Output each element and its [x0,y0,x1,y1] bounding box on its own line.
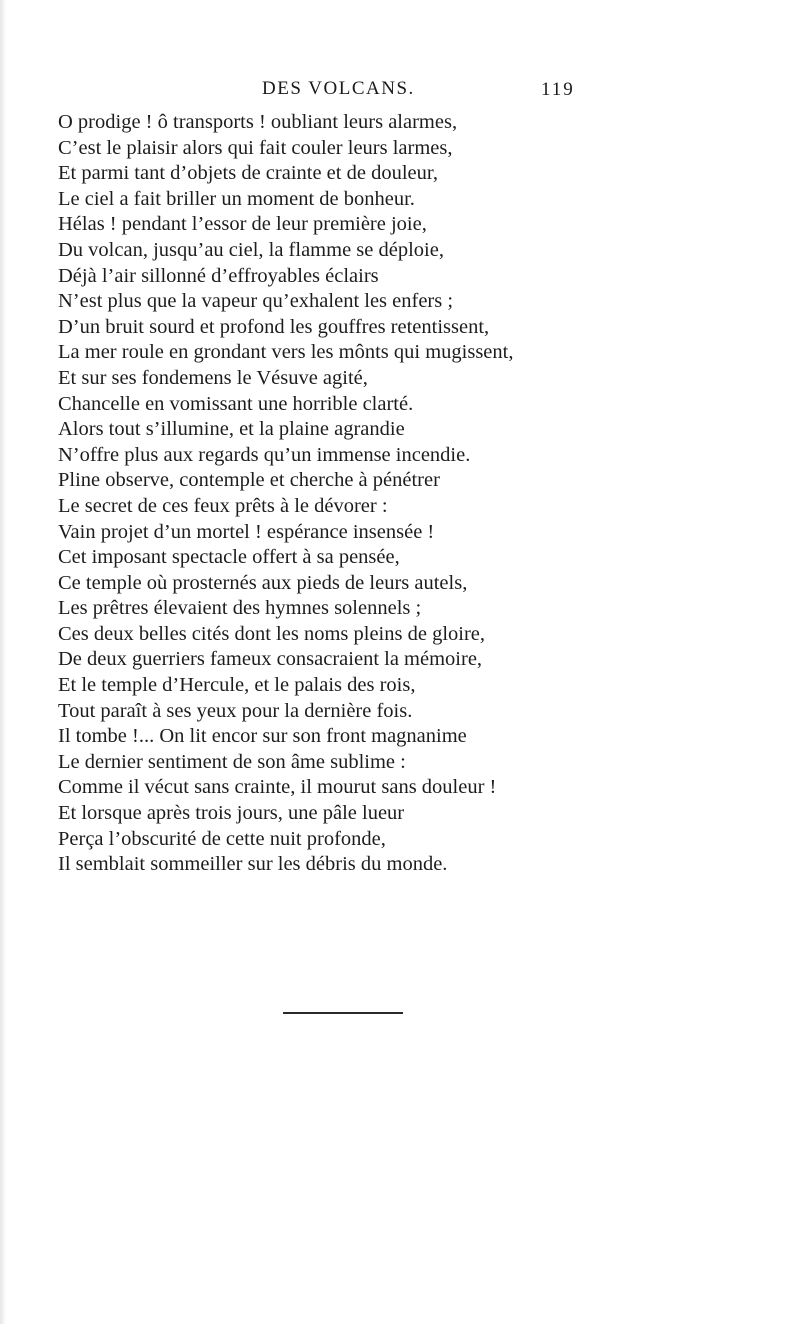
verse-line: Les prêtres élevaient des hymnes solennels ; [58,597,422,620]
verse-line: Comme il vécut sans crainte, il mourut sans douleur ! [58,776,497,799]
verse-line: D’un bruit sourd et profond les gouffres retentissent, [58,315,490,338]
verse-line: Cet imposant spectacle offert à sa pensée, [58,546,400,569]
verse-line: Et le temple d’Hercule, et le palais des rois, [58,674,416,697]
verse-line: Et lorsque après trois jours, une pâle lueur [58,802,405,825]
verse-line: Du volcan, jusqu’au ciel, la flamme se déploie, [58,238,444,261]
verse-line: Déjà l’air sillonné d’effroyables éclairs [58,264,379,287]
running-head [0,78,800,104]
page-number: 119 [541,79,575,100]
verse-line: Il tombe !... On lit encor sur son front magnanime [58,725,467,748]
verse-line: Tout paraît à ses yeux pour la dernière fois. [58,699,413,722]
verse-line: Chancelle en vomissant une horrible clarté. [58,392,414,415]
running-title: DES VOLCANS. [262,78,415,99]
section-divider [283,1012,403,1014]
verse-line: Ce temple où prosternés aux pieds de leurs autels, [58,571,468,594]
verse-line: Et parmi tant d’objets de crainte et de douleur, [58,162,439,185]
verse-line: Et sur ses fondemens le Vésuve agité, [58,366,368,389]
verse-line: Le secret de ces feux prêts à le dévorer : [58,494,388,517]
verse-line: Ces deux belles cités dont les noms pleins de gloire, [58,622,486,645]
verse-line: Perça l’obscurité de cette nuit profonde, [58,827,386,850]
verse-line: Il semblait sommeiller sur les débris du monde. [58,853,448,876]
verse-line: O prodige ! ô transports ! oubliant leurs alarmes, [58,111,458,133]
verse-line: Vain projet d’un mortel ! espérance insensée ! [58,520,435,543]
verse-line: C’est le plaisir alors qui fait couler leurs larmes, [58,136,453,159]
verse-line: N’offre plus aux regards qu’un immense incendie. [58,443,471,466]
verse-line: Le dernier sentiment de son âme sublime : [58,750,406,773]
verse-line: Pline observe, contemple et cherche à pénétrer [58,469,440,492]
page-gutter-shadow [0,0,6,1324]
poem-text [58,110,758,878]
verse-line: Le ciel a fait briller un moment de bonheur. [58,187,415,210]
verse-line: Hélas ! pendant l’essor de leur première joie, [58,213,427,236]
verse-line: N’est plus que la vapeur qu’exhalent les enfers ; [58,290,454,313]
verse-line: La mer roule en grondant vers les mônts qui mugissent, [58,341,514,364]
verse-line: De deux guerriers fameux consacraient la mémoire, [58,648,483,671]
verse-line: Alors tout s’illumine, et la plaine agrandie [58,418,405,441]
